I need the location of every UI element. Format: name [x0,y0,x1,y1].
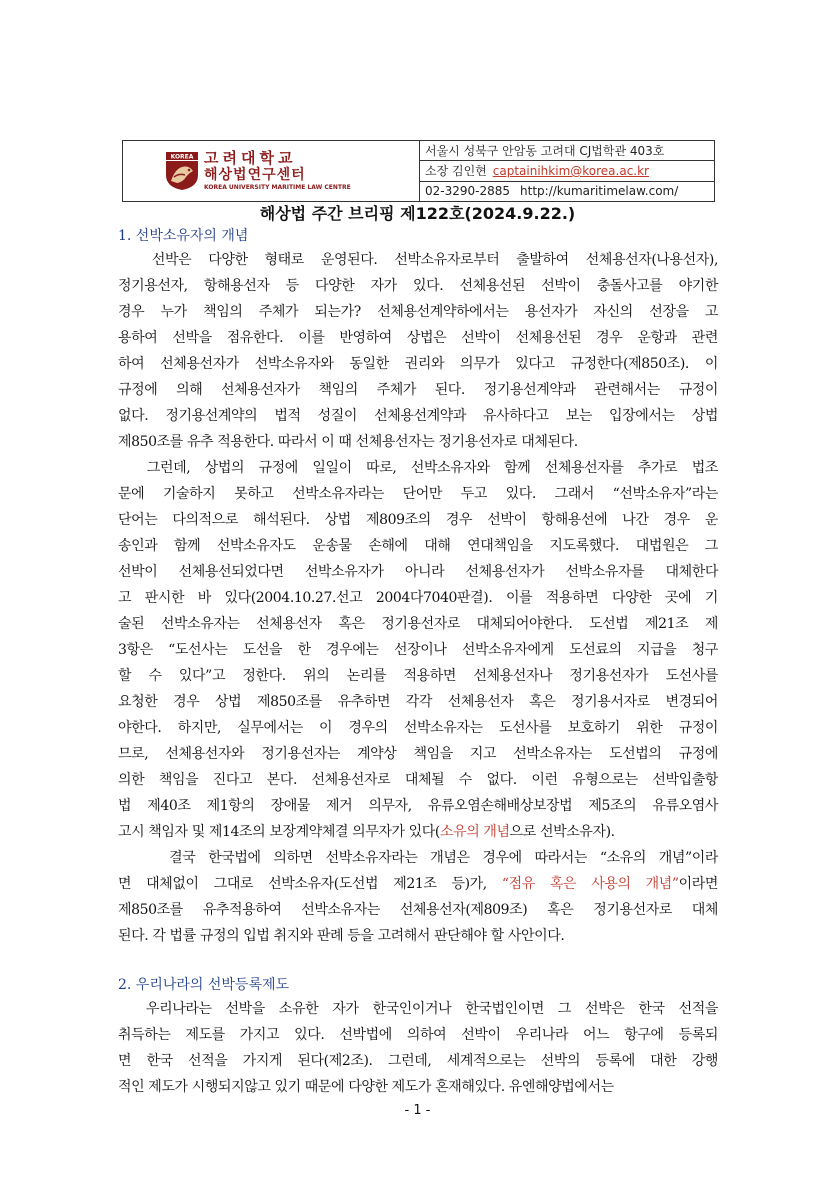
text-segment: 의한 책임을 진다고 본다. 선체용선자로 대체될 수 없다. 이런 유형으로는 선박입출항 [118,772,718,788]
text-segment: 그런데, 상법의 규정에 일일이 따로, 선박소유자와 함께 선체용선자를 추가로 법조 [118,460,718,476]
text-segment: 법 제40조 제1항의 장애물 제거 의무자, 유류오염손해배상보장법 제5조의 유류오염사 [118,798,718,814]
text-line [118,663,718,689]
text-segment: 취득하는 제도를 가지고 있다. 선박법에 의하여 선박이 우리나라 어느 항구에 등록되 [118,1027,718,1043]
text-segment: 제850조를 유추 적용한다. 따라서 이 때 선체용선자는 정기용선자로 대체된다. [118,434,578,450]
text-segment: 면 대체없이 그대로 선박소유자(도선법 제21조 등)가, [118,876,502,892]
text-line [118,351,718,377]
website-link[interactable]: http://kumaritimelaw.com/ [520,184,679,199]
text-segment: 으로 선박소유자). [509,824,615,840]
text-segment: 용하여 선박을 점유한다. 이를 반영하여 상법은 선박이 선체용선된 경우 운항과 관련 [118,330,718,346]
text-segment: 없다. 정기용선계약의 법적 성질이 선체용선계약과 유사하다고 보는 입장에서는 상법 [118,408,718,424]
text-segment: 3항은 “도선사는 도선을 한 경우에는 선장이나 선박소유자에게 도선료의 지급을 청구 [118,642,718,658]
text-line [118,689,718,715]
text-segment: 제850조를 유추적용하여 선박소유자는 선체용선자(제809조) 혹은 정기용선자로 대체 [118,902,718,918]
text-segment: 송인과 함께 선박소유자도 운송물 손해에 대해 연대책임을 지도록했다. 대법원은 그 [118,538,718,554]
text-segment: 술된 선박소유자는 선체용선자 혹은 정기용선자로 대체되어야한다. 도선법 제21조 제 [118,616,718,632]
text-segment: 고시 책임자 및 제14조의 보장계약체결 의무자가 있다( [118,824,440,840]
text-line [118,403,718,429]
director-label: 소장 김인현 [425,164,487,179]
text-line [118,996,718,1022]
logo [123,141,420,201]
text-line [118,741,718,767]
logo-university-name: 고려대학교 [204,149,297,167]
text-segment: 규정에 의해 선체용선자가 책임의 주체가 된다. 정기용선계약과 관련해서는 규정이 [118,382,718,398]
text-line [118,897,718,923]
text-segment: 요청한 경우 상법 제850조를 유추하면 각각 선체용선자 혹은 정기용서자로 변경되어 [118,694,718,710]
text-line [118,273,718,299]
document-title: 해상법 주간 브리핑 제122호(2024.9.22.) [259,204,576,223]
text-segment: 면 한국 선적을 가지게 된다(제2조). 그런데, 세계적으로는 선박의 등록에 대한 강행 [118,1053,718,1069]
text-segment: 이라면 [678,876,719,892]
page-number: - 1 - [404,1103,431,1118]
text-line [118,715,718,741]
contact-info [420,141,714,201]
document-body [118,226,718,1100]
text-segment: 할 수 있다”고 정한다. 위의 논리를 적용하면 선체용선자나 정기용선자가 도선사를 [118,668,718,684]
text-line [118,845,718,871]
text-segment: 므로, 선체용선자와 정기용선자는 계약상 책임을 지고 선박소유자는 도선법의 규정에 [118,746,718,762]
text-line [118,507,718,533]
section-heading: 1. 선박소유자의 개념 [118,228,249,244]
text-line [118,377,718,403]
text-line [118,793,718,819]
text-line [118,611,718,637]
director-row [420,161,714,181]
highlighted-text: 소유의 개념 [439,824,510,840]
phone-website-row [420,182,714,201]
logo-center-name: 해상법연구센터 [204,167,306,183]
text-segment: 고 판시한 바 있다(2004.10.27.선고 2004다7040판결). 이를 적용하면 다양한 곳에 기 [118,590,718,606]
text-line [118,819,718,845]
text-line [118,1048,718,1074]
text-line [118,637,718,663]
text-segment: 된다. 각 법률 규정의 입법 취지와 판례 등을 고려해서 판단해야 할 사안이다. [118,928,565,944]
text-line [118,429,718,455]
text-line [118,247,718,273]
text-segment: 하여 선체용선자가 선박소유자와 동일한 권리와 의무가 있다고 규정한다(제850조). 이 [118,356,718,372]
text-segment: 결국 한국법에 의하면 선박소유자라는 개념은 경우에 따라서는 “소유의 개념”이라 [118,850,718,866]
logo-english-name: KOREA UNIVERSITY MARITIME LAW CENTRE [204,184,351,191]
text-segment: 선박은 다양한 형태로 운영된다. 선박소유자로부터 출발하여 선체용선자(나용선자), [118,252,718,268]
korea-university-emblem-icon [165,151,199,191]
text-line [118,923,718,949]
text-segment: 문에 기술하지 못하고 선박소유자라는 단어만 두고 있다. 그래서 “선박소유자”라는 [118,486,718,502]
header-box [122,140,715,202]
text-line [118,455,718,481]
text-line [118,1022,718,1048]
phone: 02-3290-2885 [425,184,511,199]
address: 서울시 성북구 안암동 고려대 CJ법학관 403호 [420,141,714,161]
text-line [118,325,718,351]
text-segment: 야한다. 하지만, 실무에서는 이 경우의 선박소유자는 도선사를 보호하기 위한 규정이 [118,720,718,736]
section-heading: 2. 우리나라의 선박등록제도 [118,977,290,993]
text-line [118,767,718,793]
text-line [118,299,718,325]
email-link[interactable]: captainihkim@korea.ac.kr [492,163,649,178]
text-segment: 정기용선자, 항해용선자 등 다양한 자가 있다. 선체용선된 선박이 충돌사고를 야기한 [118,278,718,294]
highlighted-text: “점유 혹은 사용의 개념” [501,876,679,892]
text-line [118,481,718,507]
text-line [118,1074,718,1100]
svg-text:KOREA: KOREA [170,153,194,161]
section-spacer [118,949,718,975]
text-segment: 적인 제도가 시행되지않고 있기 때문에 다양한 제도가 혼재해있다. 유엔해양법에서는 [118,1079,614,1095]
text-segment: 경우 누가 책임의 주체가 되는가? 선체용선계약하에서는 용선자가 자신의 선장을 고 [118,304,718,320]
text-line [118,871,718,897]
text-line [118,585,718,611]
text-segment: 선박이 선체용선되었다면 선박소유자가 아니라 선체용선자가 선박소유자를 대체한다 [118,564,718,580]
text-segment: 우리나라는 선박을 소유한 자가 한국인이거나 한국법인이면 그 선박은 한국 선적을 [118,1001,718,1017]
text-line [118,533,718,559]
text-segment: 단어는 다의적으로 해석된다. 상법 제809조의 경우 선박이 항해용선에 나간 경우 운 [118,512,718,528]
text-line [118,559,718,585]
